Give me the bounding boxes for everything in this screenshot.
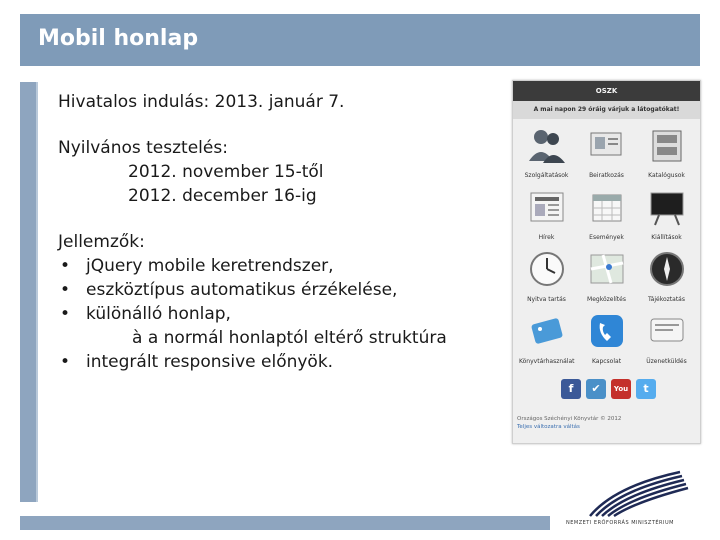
footer-full-version-link[interactable]: Teljes változatra váltás: [517, 424, 580, 430]
bullet-dot: •: [60, 304, 71, 324]
mobile-site-screenshot: [512, 80, 701, 444]
tile-label: Nyitva tartás: [527, 296, 566, 303]
facebook-icon[interactable]: f: [561, 379, 581, 399]
tile-label: Beiratkozás: [589, 172, 624, 179]
tile-news[interactable]: [519, 187, 574, 245]
id-card-icon: [585, 125, 629, 165]
phone-footer: [517, 415, 621, 431]
compass-icon: [645, 249, 689, 289]
tile-label: Üzenetküldés: [646, 358, 687, 365]
feature-text: eszköztípus automatikus érzékelése,: [86, 280, 398, 300]
phone-subheader: A mai napon 29 óráig várjuk a látogatókat!: [513, 101, 700, 119]
tile-label: Kiállítások: [651, 234, 682, 241]
newspaper-icon: [525, 187, 569, 227]
tile-label: Könyvtárhasználat: [519, 358, 575, 365]
feature-text: integrált responsive előnyök.: [86, 352, 334, 372]
testing-label: Nyilvános tesztelés:: [58, 138, 228, 158]
bottom-accent-bar: [20, 516, 550, 530]
tile-label: Események: [589, 234, 624, 241]
tile-label: Hírek: [538, 234, 555, 241]
tile-information[interactable]: [639, 249, 694, 307]
feature-text: jQuery mobile keretrendszer,: [86, 256, 334, 276]
slide-content: [58, 90, 508, 374]
bullet-dot: •: [60, 352, 71, 372]
features-label: Jellemzők:: [58, 232, 145, 252]
bullet-dot: •: [60, 280, 71, 300]
clock-icon: [525, 249, 569, 289]
bullet-dot: •: [60, 256, 71, 276]
youtube-icon[interactable]: You: [611, 379, 631, 399]
tile-label: Tájékoztatás: [648, 296, 685, 303]
people-icon: [525, 125, 569, 165]
testing-to: 2012. december 16-ig: [128, 186, 317, 206]
launch-text: Hivatalos indulás: 2013. január 7.: [58, 92, 345, 112]
title-bar: [20, 14, 700, 66]
left-accent-bar: [20, 82, 36, 502]
tile-label: Szolgáltatások: [524, 172, 569, 179]
calendar-icon: [585, 187, 629, 227]
feature-item: [58, 302, 508, 326]
tile-label: Katalógusok: [648, 172, 685, 179]
tile-label: Kapcsolat: [591, 358, 622, 365]
tile-library-use[interactable]: [519, 311, 574, 369]
catalog-icon: [645, 125, 689, 165]
tile-events[interactable]: [579, 187, 634, 245]
footer-copyright: Országos Széchényi Könyvtár © 2012: [517, 416, 622, 422]
social-icons: [561, 379, 661, 401]
left-accent-edge: [36, 82, 38, 502]
tile-exhibitions[interactable]: [639, 187, 694, 245]
feature-item: [58, 278, 508, 302]
testing-from: 2012. november 15-től: [128, 162, 324, 182]
logo-swoosh-icon: [560, 468, 710, 518]
tile-opening-hours[interactable]: [519, 249, 574, 307]
tile-messaging[interactable]: [639, 311, 694, 369]
feature-item: [58, 350, 508, 374]
arrow-subitem: à a normál honlaptól eltérő struktúra: [132, 328, 447, 348]
slide-title: Mobil honlap: [38, 26, 199, 51]
easel-icon: [645, 187, 689, 227]
feature-item: [58, 254, 508, 278]
logo-text: NEMZETI ERŐFORRÁS MINISZTÉRIUM: [566, 520, 674, 526]
tile-catalogs[interactable]: [639, 125, 694, 183]
institution-logo: [560, 468, 710, 530]
ticket-icon: [525, 311, 569, 351]
feature-text: különálló honlap,: [86, 304, 231, 324]
checkmark-icon[interactable]: ✔: [586, 379, 606, 399]
tile-directions[interactable]: [579, 249, 634, 307]
tile-label: Megközelítés: [587, 296, 626, 303]
tile-contact[interactable]: [579, 311, 634, 369]
tile-services[interactable]: [519, 125, 574, 183]
message-icon: [645, 311, 689, 351]
twitter-icon[interactable]: t: [636, 379, 656, 399]
map-icon: [585, 249, 629, 289]
phone-header: OSZK: [513, 81, 700, 101]
tile-registration[interactable]: [579, 125, 634, 183]
phone-icon: [585, 311, 629, 351]
